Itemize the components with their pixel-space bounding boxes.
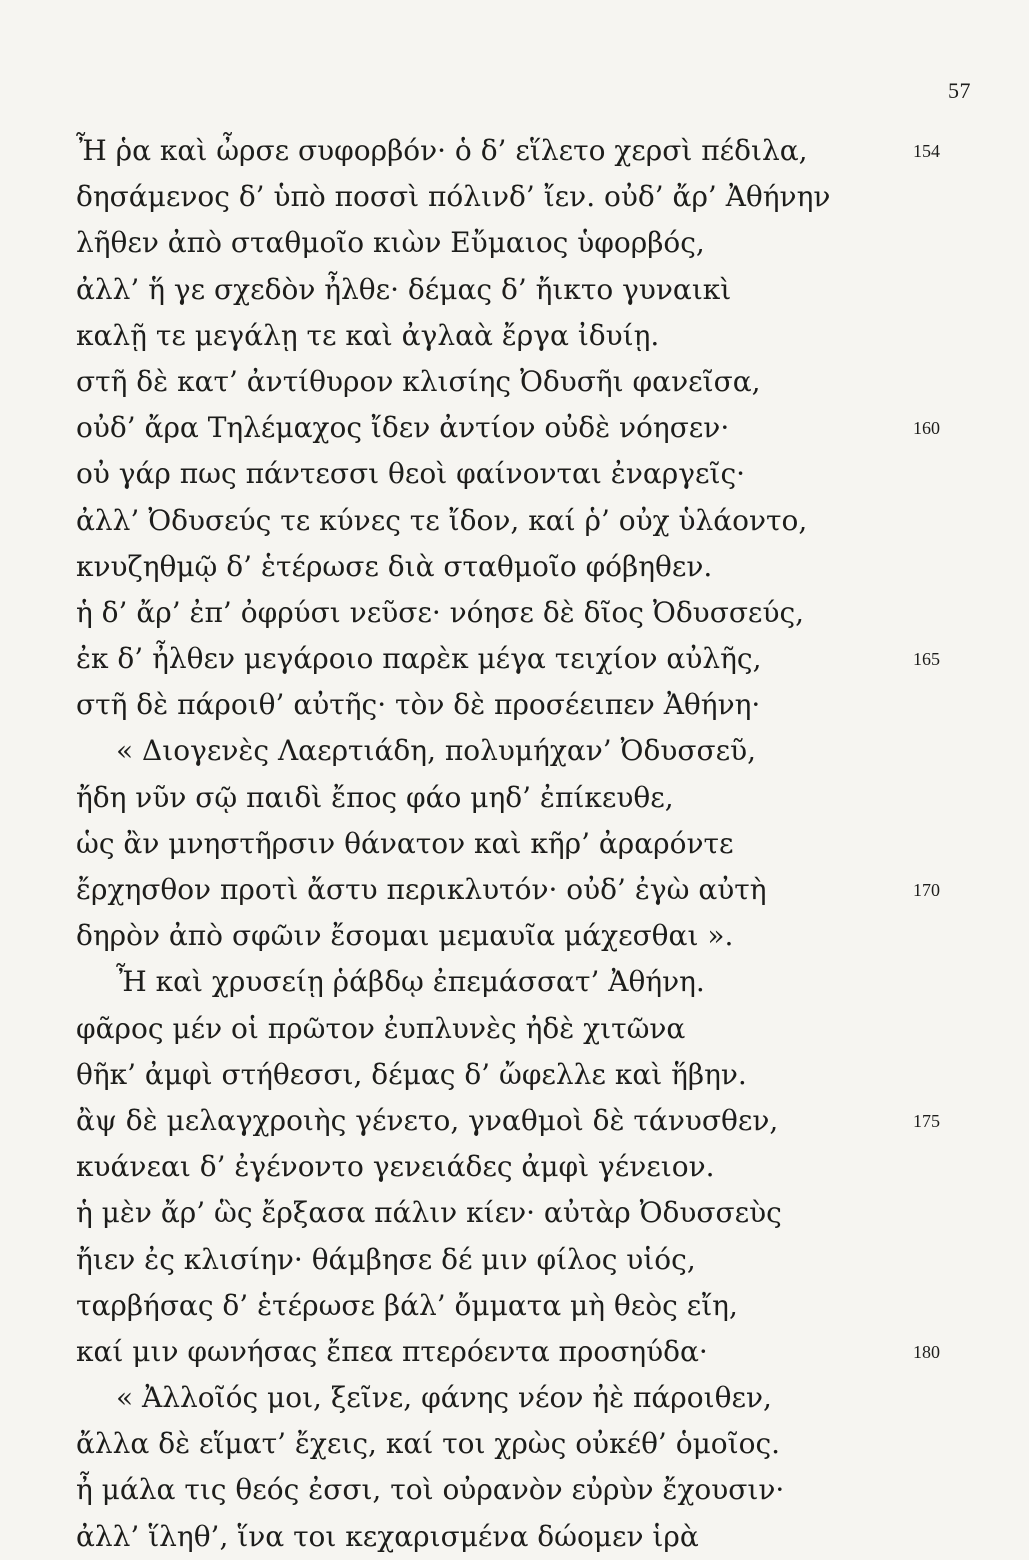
verse-line <box>76 1514 956 1560</box>
verse-line <box>76 1237 956 1283</box>
line-number: 160 <box>913 418 940 439</box>
verse-text: « Διογενὲς Λαερτιάδη, πολυμήχαν’ Ὀδυσσεῦ, <box>116 734 757 768</box>
verse-text: κνυζηθμῷ δ’ ἑτέρωσε διὰ σταθμοῖο φόβηθεν. <box>76 549 713 583</box>
verse-text: Ἦ ῥα καὶ ὦρσε συφορβόν· ὁ δ’ εἵλετο χερσὶ πέδιλα, <box>76 134 808 167</box>
verse-line <box>76 220 956 266</box>
verse-line <box>76 267 956 313</box>
verse-line <box>76 728 956 774</box>
verse-line <box>76 867 956 913</box>
line-number: 170 <box>913 880 940 900</box>
verse-line <box>76 1052 956 1098</box>
line-number: 165 <box>913 649 940 670</box>
verse-text: ἤιεν ἐς κλισίην· θάμβησε δέ μιν φίλος υἱός, <box>76 1242 696 1276</box>
line-number: 175 <box>913 1110 940 1131</box>
verse-text: ἀλλ’ ἵληθ’, ἵνα τοι κεχαρισμένα δώομεν ἱρὰ <box>76 1519 699 1553</box>
verse-text: δηρὸν ἀπὸ σφῶιν ἔσομαι μεμαυῖα μάχεσθαι ». <box>76 919 734 953</box>
verse-text: ὡς ἂν μνηστῆρσιν θάνατον καὶ κῆρ’ ἀραρόντε <box>76 826 734 860</box>
verse-line <box>76 682 956 728</box>
verse-text: καλῇ τε μεγάλῃ τε καὶ ἀγλαὰ ἔργα ἰδυίῃ. <box>76 318 660 352</box>
line-number: 154 <box>913 141 940 161</box>
verse-line <box>76 913 956 959</box>
page-number: 57 <box>948 78 971 103</box>
verse-text: οὐ γάρ πως πάντεσσι θεοὶ φαίνονται ἐναργεῖς· <box>76 457 746 491</box>
verse-block <box>76 128 956 1560</box>
verse-line <box>76 775 956 821</box>
verse-line <box>76 1144 956 1190</box>
line-number: 180 <box>913 1341 940 1362</box>
verse-line <box>76 959 956 1005</box>
verse-text: ἂψ δὲ μελαγχροιὴς γένετο, γναθμοὶ δὲ τάνυσθεν, <box>76 1103 779 1137</box>
verse-text: στῆ δὲ πάροιθ’ αὐτῆς· τὸν δὲ προσέειπεν Ἀθήνη· <box>76 688 761 722</box>
verse-line <box>76 1283 956 1329</box>
verse-text: στῆ δὲ κατ’ ἀντίθυρον κλισίης Ὀδυσῆι φανεῖσα, <box>76 364 761 398</box>
verse-line <box>76 128 956 174</box>
verse-line <box>76 821 956 867</box>
verse-text: ταρβήσας δ’ ἑτέρωσε βάλ’ ὄμματα μὴ θεὸς εἴη, <box>76 1288 738 1322</box>
verse-text: ἡ μὲν ἄρ’ ὣς ἔρξασα πάλιν κίεν· αὐτὰρ Ὀδυσσεὺς <box>76 1196 782 1230</box>
verse-line <box>76 1098 956 1144</box>
verse-line <box>76 1190 956 1236</box>
verse-line <box>76 359 956 405</box>
verse-line <box>76 174 956 220</box>
verse-line <box>76 313 956 359</box>
verse-line <box>76 1329 956 1375</box>
verse-line <box>76 451 956 497</box>
verse-line <box>76 544 956 590</box>
verse-text: ἔρχησθον προτὶ ἄστυ περικλυτόν· οὐδ’ ἐγὼ αὐτὴ <box>76 873 767 906</box>
verse-line <box>76 1006 956 1052</box>
verse-text: καί μιν φωνήσας ἔπεα πτερόεντα προσηύδα· <box>76 1334 708 1368</box>
verse-line <box>76 590 956 636</box>
verse-text: Ἦ καὶ χρυσείῃ ῥάβδῳ ἐπεμάσσατ’ Ἀθήνη. <box>116 965 705 999</box>
verse-line <box>76 1375 956 1421</box>
verse-text: δησάμενος δ’ ὑπὸ ποσσὶ πόλινδ’ ἴεν. οὐδ’ ἄρ’ Ἀθήνην <box>76 180 831 214</box>
verse-text: φᾶρος μέν οἱ πρῶτον ἐυπλυνὲς ἠδὲ χιτῶνα <box>76 1011 686 1045</box>
verse-line <box>76 1421 956 1467</box>
verse-text: θῆκ’ ἀμφὶ στήθεσσι, δέμας δ’ ὤφελλε καὶ ἥβην. <box>76 1057 747 1091</box>
verse-text: « Ἀλλοῖός μοι, ξεῖνε, φάνης νέον ἠὲ πάροιθεν, <box>116 1381 772 1415</box>
verse-text: ἀλλ’ ἥ γε σχεδὸν ἦλθε· δέμας δ’ ἤικτο γυναικὶ <box>76 272 732 306</box>
verse-text: ἦ μάλα τις θεός ἐσσι, τοὶ οὐρανὸν εὐρὺν ἔχουσιν· <box>76 1473 785 1507</box>
verse-text: ἐκ δ’ ἦλθεν μεγάροιο παρὲκ μέγα τειχίον αὐλῆς, <box>76 642 762 676</box>
verse-line <box>76 498 956 544</box>
verse-text: ἀλλ’ Ὀδυσεύς τε κύνες τε ἴδον, καί ῥ’ οὐχ ὑλάοντο, <box>76 503 808 537</box>
verse-text: οὐδ’ ἄρα Τηλέμαχος ἴδεν ἀντίον οὐδὲ νόησεν· <box>76 411 730 445</box>
verse-text: κυάνεαι δ’ ἐγένοντο γενειάδες ἀμφὶ γένειον. <box>76 1150 715 1184</box>
verse-line <box>76 1467 956 1513</box>
verse-line <box>76 405 956 451</box>
verse-text: ἤδη νῦν σῷ παιδὶ ἔπος φάο μηδ’ ἐπίκευθε, <box>76 780 674 814</box>
verse-text: ἡ δ’ ἄρ’ ἐπ’ ὀφρύσι νεῦσε· νόησε δὲ δῖος Ὀδυσσεύς, <box>76 595 805 629</box>
verse-text: ἄλλα δὲ εἵματ’ ἔχεις, καί τοι χρὼς οὐκέθ’ ὁμοῖος. <box>76 1427 781 1461</box>
verse-line <box>76 636 956 682</box>
verse-text: λῆθεν ἀπὸ σταθμοῖο κιὼν Εὔμαιος ὑφορβός, <box>76 226 705 260</box>
